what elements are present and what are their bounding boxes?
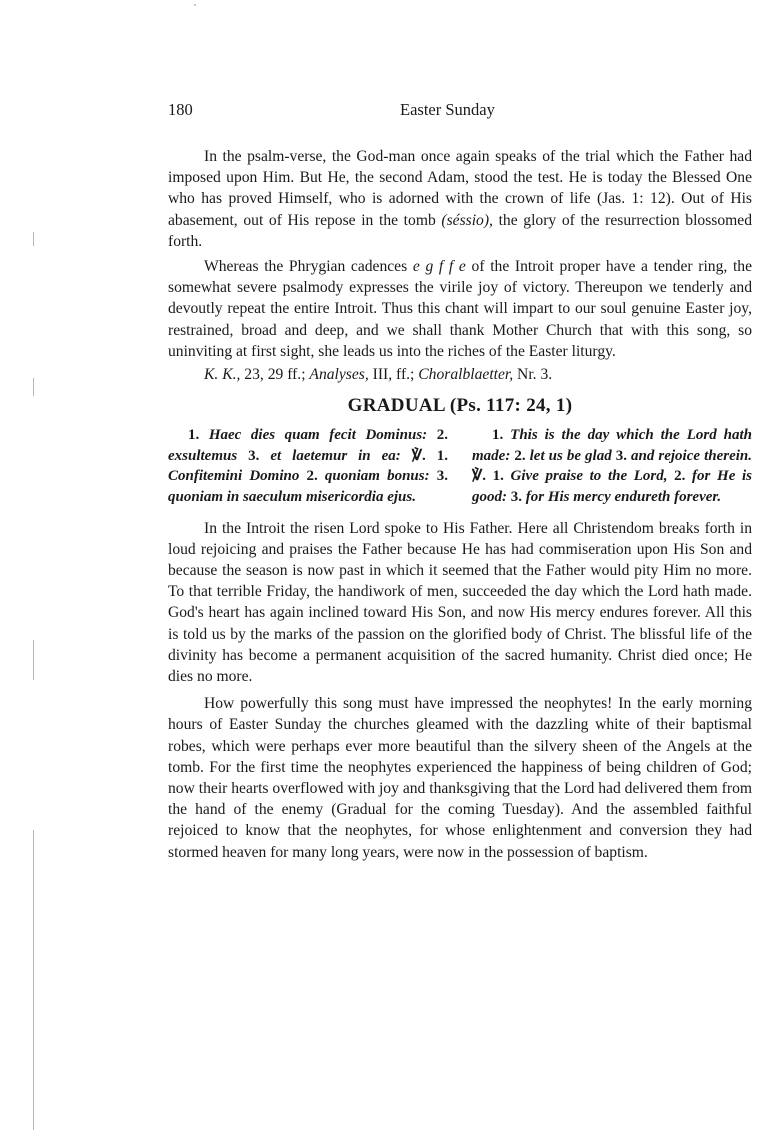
- page-number: 180: [168, 100, 193, 119]
- cadence-notes: e g f f e: [412, 258, 466, 276]
- paragraph-phrygian-cadences: Whereas the Phrygian cadences e g f f e of the Introit proper have a tender ring, the somewhat severe psalmody expresses the virile joy of victory. Thereupon we tenderly and devoutly repeat the entire Introit. Thus this chant will impart to our soul genuine Easter joy, restrained, broad and deep, and we shall thank Mother Church that with this song, so uninviting at first sight, she leads us into the riches of the Easter liturgy.: [168, 258, 752, 360]
- section-heading-gradual: [168, 393, 752, 419]
- gutter-mark: [33, 640, 34, 680]
- gradual-english-text: 1. This is the day which the Lord hath made: 2. let us be glad 3. and rejoice therein. ℣. 1. Give praise to the Lord, 2. for He is good: 3. for His mercy endureth forever.: [472, 427, 752, 506]
- paragraph-neophytes: How powerfully this song must have impressed the neophytes! In the early morning hours of Easter Sunday the churches gleamed with the dazzling white of their baptismal robes, which were perhaps ever more beautiful than the silvery sheen of the Angels at the tomb. For the first time the neophytes experienced the happiness of being children of God; now their hearts overflowed with joy and thanksgiving that the Lord had delivered them from the hand of the enemy (Gradual for the coming Tuesday). And the assembled faithful rejoiced to know that the neophytes, for whose enlightenment and conversion they had stormed heaven for many long years, were now in the possession of baptism.: [168, 695, 752, 861]
- latin-term-sessio: (séssio),: [441, 211, 493, 229]
- heading-citation: (Ps. 117: 24, 1): [449, 395, 573, 417]
- page-header: [168, 100, 752, 126]
- heading-title: GRADUAL: [347, 395, 445, 417]
- references-line: K. K., 23, 29 ff.; Analyses, III, ff.; Choralblaetter, Nr. 3.: [204, 366, 553, 384]
- running-head: Easter Sunday: [400, 100, 495, 119]
- versicle-symbol: ℣.: [472, 468, 487, 485]
- gutter-mark: [33, 378, 34, 396]
- gutter-mark: [33, 830, 34, 1130]
- gradual-text-columns: [168, 425, 752, 507]
- paragraph-psalm-verse: In the psalm-verse, the God-man once again speaks of the trial which the Father had imposed upon Him. But He, the second Adam, stood the test. He is today the Blessed One who has proved Himself, who is adorned with the crown of life (Jas. 1: 12). Out of His abasement, out of His repose in the tomb (séssio), the glory of the resurrection blossomed forth.: [168, 148, 752, 250]
- book-page: [168, 100, 752, 863]
- versicle-symbol: ℣.: [411, 447, 426, 464]
- gradual-latin-text: 1. Haec dies quam fecit Dominus: 2. exsultemus 3. et laetemur in ea: ℣. 1. Confitemini Domino 2. quoniam bonus: 3. quoniam in saeculum misericordia ejus.: [168, 427, 448, 506]
- scan-speck: [194, 4, 196, 6]
- paragraph-introit-risen-lord: In the Introit the risen Lord spoke to His Father. Here all Christendom breaks forth in loud rejoicing and praises the Father because He has had commiseration upon His Son and because the season is now past in which it seemed that the Father would pity Him no more. To that terrible Friday, the handiwork of men, succeeded the day which the Lord hath made. God's heart has again inclined toward His Son, and now His mercy endures forever. All this is told us by the marks of the passion on the glorified body of Christ. The blissful life of the divinity has become a permanent acquisition of the sacred humanity. Christ died once; He dies no more.: [168, 519, 752, 686]
- gutter-mark: [33, 232, 34, 246]
